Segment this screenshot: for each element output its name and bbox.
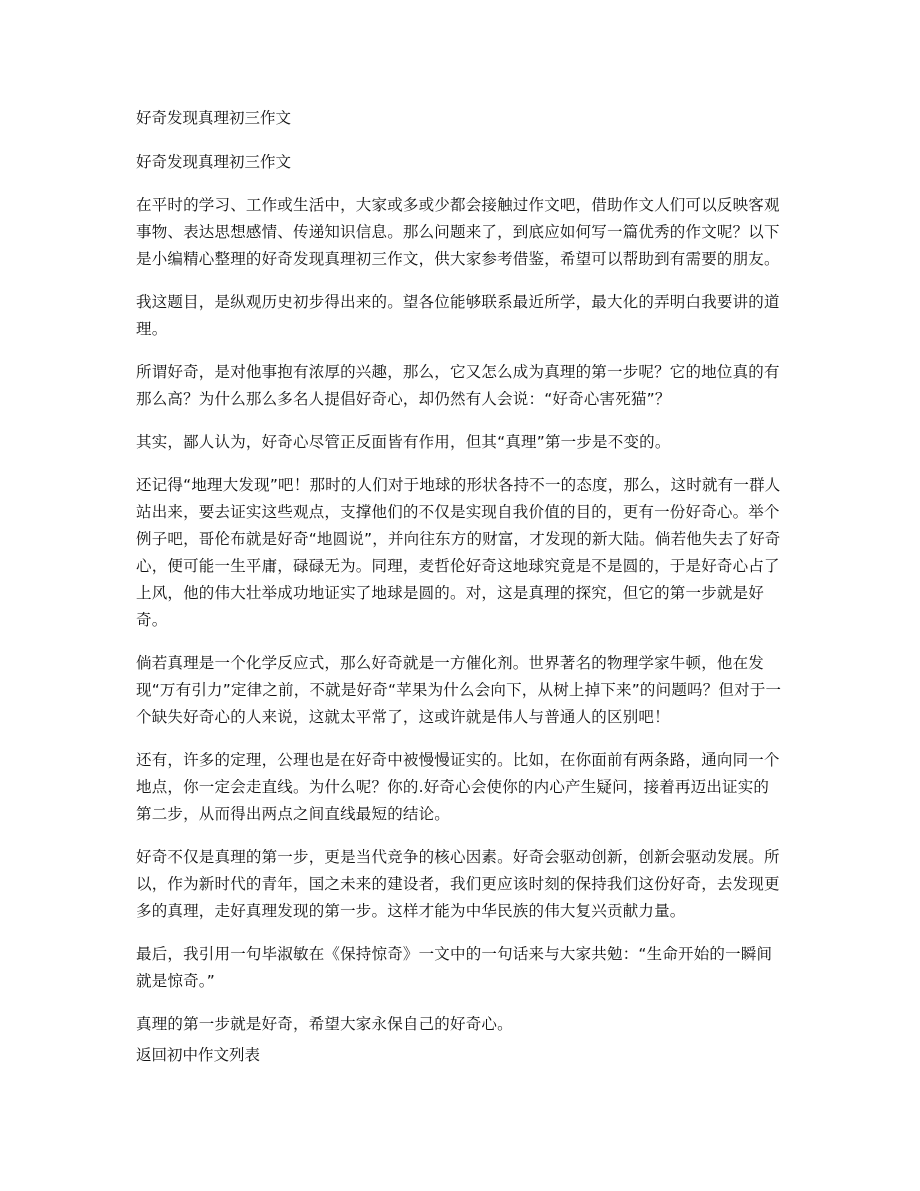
paragraph-theorem: 还有，许多的定理，公理也是在好奇中被慢慢证实的。比如，在你面前有两条路，通向同一个地点，你一定会走直线。为什么呢？你的.好奇心会使你的内心产生疑问，接着再迈出证实的第二步，从而得出两点之间直线最短的结论。 <box>136 751 780 823</box>
paragraph-conclusion: 真理的第一步就是好奇，希望大家永保自己的好奇心。 <box>136 1015 513 1033</box>
paragraph-intro: 在平时的学习、工作或生活中，大家或多或少都会接触过作文吧，借助作文人们可以反映客观事物、表达思想感情、传递知识信息。那么问题来了，到底应如何写一篇优秀的作文呢？以下是小编精心整理的好奇发现真理初三作文，供大家参考借鉴，希望可以帮助到有需要的朋友。 <box>136 196 780 268</box>
paragraph-opinion: 其实，鄙人认为，好奇心尽管正反面皆有作用，但其“真理”第一步是不变的。 <box>136 433 671 451</box>
page-title: 好奇发现真理初三作文 <box>136 109 292 127</box>
paragraph-topic: 我这题目，是纵观历史初步得出来的。望各位能够联系最近所学，最大化的弄明白我要讲的道理。 <box>136 293 780 338</box>
back-to-list-link[interactable]: 返回初中作文列表 <box>136 1046 261 1064</box>
article <box>136 104 784 1054</box>
paragraph-geography: 还记得“地理大发现”吧！那时的人们对于地球的形状各持不一的态度，那么，这时就有一群人站出来，要去证实这些观点，支撑他们的不仅是实现自我价值的目的，更有一份好奇心。举个例子吧，哥伦布就是好奇“地圆说”，并向往东方的财富，才发现的新大陆。倘若他失去了好奇心，便可能一生平庸，碌碌无为。同理，麦哲伦好奇这地球究竟是不是圆的，于是好奇心占了上风，他的伟大壮举成功地证实了地球是圆的。对，这是真理的探究，但它的第一步就是好奇。 <box>136 476 781 629</box>
paragraph-definition: 所谓好奇，是对他事抱有浓厚的兴趣，那么，它又怎么成为真理的第一步呢？它的地位真的有那么高？为什么那么多名人提倡好奇心，却仍然有人会说：“好奇心害死猫”？ <box>136 363 780 408</box>
paragraph-innovation: 好奇不仅是真理的第一步，更是当代竞争的核心因素。好奇会驱动创新，创新会驱动发展。所以，作为新时代的青年，国之未来的建设者，我们更应该时刻的保持我们这份好奇，去发现更多的真理，走好真理发现的第一步。这样才能为中华民族的伟大复兴贡献力量。 <box>136 848 780 920</box>
paragraph-quote: 最后，我引用一句毕淑敏在《保持惊奇》一文中的一句话来与大家共勉：“生命开始的一瞬间就是惊奇。” <box>136 945 773 990</box>
article-title: 好奇发现真理初三作文 <box>136 153 292 171</box>
paragraph-newton: 倘若真理是一个化学反应式，那么好奇就是一方催化剂。世界著名的物理学家牛顿，他在发现“万有引力”定律之前，不就是好奇“苹果为什么会向下，从树上掉下来”的问题吗？但对于一个缺失好奇心的人来说，这就太平常了，这或许就是伟人与普通人的区别吧！ <box>136 654 782 726</box>
